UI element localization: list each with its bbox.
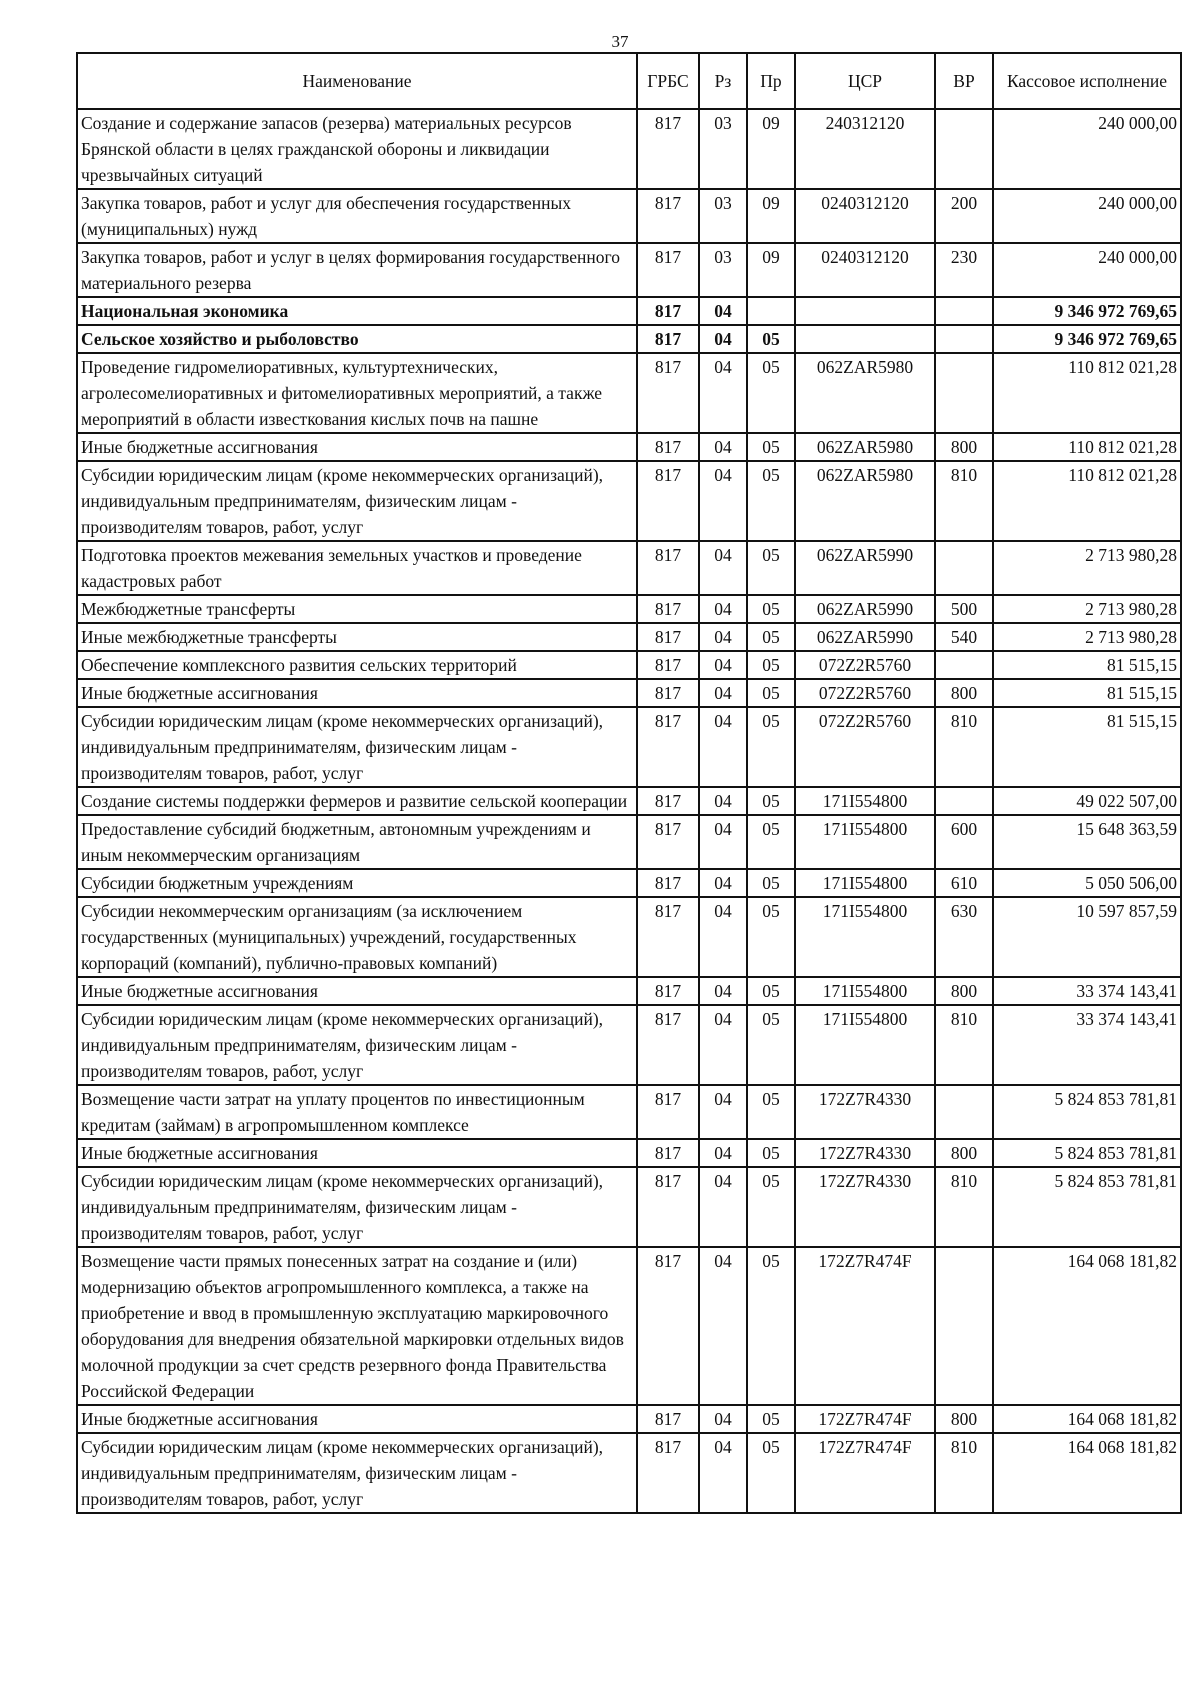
table-row: [77, 353, 1181, 433]
cell-csr: [795, 325, 935, 353]
table-row: [77, 297, 1181, 325]
cell-vr: [935, 109, 993, 189]
cell-csr: 062ZAR5980: [795, 353, 935, 433]
cell-vr: 800: [935, 679, 993, 707]
table-header-row: [77, 53, 1181, 109]
cell-cash-execution: 33 374 143,41: [993, 1005, 1181, 1085]
cell-grbs: 817: [637, 1085, 699, 1139]
cell-cash-execution: 5 050 506,00: [993, 869, 1181, 897]
cell-pr: 05: [747, 977, 795, 1005]
table-row: [77, 1433, 1181, 1513]
cell-rz: 04: [699, 787, 747, 815]
cell-grbs: 817: [637, 461, 699, 541]
cell-name: Субсидии юридическим лицам (кроме некоммерческих организаций), индивидуальным предпринимателям, физическим лицам - производителям товаров, работ, услуг: [77, 461, 637, 541]
table-row: [77, 189, 1181, 243]
header-pr: Пр: [747, 53, 795, 109]
table-row: [77, 595, 1181, 623]
cell-csr: [795, 297, 935, 325]
cell-pr: 05: [747, 651, 795, 679]
cell-grbs: 817: [637, 1405, 699, 1433]
cell-name: Субсидии юридическим лицам (кроме некоммерческих организаций), индивидуальным предпринимателям, физическим лицам - производителям товаров, работ, услуг: [77, 707, 637, 787]
cell-csr: 172Z7R474F: [795, 1405, 935, 1433]
cell-csr: 172Z7R4330: [795, 1139, 935, 1167]
cell-grbs: 817: [637, 977, 699, 1005]
table-row: [77, 869, 1181, 897]
cell-grbs: 817: [637, 297, 699, 325]
cell-pr: 05: [747, 623, 795, 651]
cell-pr: 05: [747, 1167, 795, 1247]
page-number: 37: [611, 32, 629, 51]
cell-grbs: 817: [637, 541, 699, 595]
cell-vr: 610: [935, 869, 993, 897]
cell-grbs: 817: [637, 1139, 699, 1167]
cell-vr: 800: [935, 1405, 993, 1433]
cell-cash-execution: 164 068 181,82: [993, 1247, 1181, 1405]
table-row: [77, 623, 1181, 651]
cell-csr: 171I554800: [795, 977, 935, 1005]
header-name: Наименование: [77, 53, 637, 109]
cell-rz: 04: [699, 623, 747, 651]
cell-pr: 05: [747, 433, 795, 461]
cell-rz: 04: [699, 897, 747, 977]
cell-vr: 230: [935, 243, 993, 297]
table-row: [77, 897, 1181, 977]
cell-grbs: 817: [637, 353, 699, 433]
cell-rz: 04: [699, 869, 747, 897]
cell-pr: 05: [747, 815, 795, 869]
cell-csr: 062ZAR5990: [795, 595, 935, 623]
cell-grbs: 817: [637, 243, 699, 297]
cell-rz: 04: [699, 1405, 747, 1433]
cell-name: Субсидии юридическим лицам (кроме некоммерческих организаций), индивидуальным предпринимателям, физическим лицам - производителям товаров, работ, услуг: [77, 1005, 637, 1085]
cell-rz: 04: [699, 977, 747, 1005]
table-row: [77, 433, 1181, 461]
cell-grbs: 817: [637, 1247, 699, 1405]
header-grbs: ГРБС: [637, 53, 699, 109]
cell-name: Создание и содержание запасов (резерва) материальных ресурсов Брянской области в целях гражданской обороны и ликвидации чрезвычайных ситуаций: [77, 109, 637, 189]
cell-name: Закупка товаров, работ и услуг в целях формирования государственного материального резерва: [77, 243, 637, 297]
cell-rz: 04: [699, 1005, 747, 1085]
cell-cash-execution: 110 812 021,28: [993, 353, 1181, 433]
cell-csr: 171I554800: [795, 869, 935, 897]
table-row: [77, 815, 1181, 869]
cell-grbs: 817: [637, 897, 699, 977]
cell-csr: 172Z7R474F: [795, 1433, 935, 1513]
cell-cash-execution: 240 000,00: [993, 109, 1181, 189]
cell-pr: 05: [747, 1005, 795, 1085]
cell-vr: 810: [935, 461, 993, 541]
cell-vr: 810: [935, 1433, 993, 1513]
cell-pr: 05: [747, 1139, 795, 1167]
cell-vr: [935, 1085, 993, 1139]
cell-rz: 04: [699, 1139, 747, 1167]
cell-name: Иные бюджетные ассигнования: [77, 679, 637, 707]
cell-rz: 04: [699, 1433, 747, 1513]
cell-rz: 04: [699, 297, 747, 325]
cell-cash-execution: 2 713 980,28: [993, 541, 1181, 595]
cell-vr: 810: [935, 1005, 993, 1085]
cell-cash-execution: 164 068 181,82: [993, 1405, 1181, 1433]
cell-rz: 04: [699, 353, 747, 433]
cell-grbs: 817: [637, 1433, 699, 1513]
cell-csr: 171I554800: [795, 1005, 935, 1085]
table-row: [77, 1005, 1181, 1085]
cell-pr: 05: [747, 541, 795, 595]
cell-cash-execution: 110 812 021,28: [993, 433, 1181, 461]
cell-pr: 09: [747, 243, 795, 297]
cell-pr: 05: [747, 707, 795, 787]
cell-pr: 09: [747, 109, 795, 189]
table-row: [77, 461, 1181, 541]
cell-vr: [935, 651, 993, 679]
cell-name: Субсидии бюджетным учреждениям: [77, 869, 637, 897]
cell-pr: 05: [747, 897, 795, 977]
cell-pr: 09: [747, 189, 795, 243]
cell-csr: 0240312120: [795, 189, 935, 243]
cell-cash-execution: 9 346 972 769,65: [993, 297, 1181, 325]
cell-vr: 600: [935, 815, 993, 869]
cell-rz: 04: [699, 1247, 747, 1405]
cell-csr: 240312120: [795, 109, 935, 189]
table-row: [77, 651, 1181, 679]
cell-name: Иные межбюджетные трансферты: [77, 623, 637, 651]
cell-cash-execution: 33 374 143,41: [993, 977, 1181, 1005]
cell-csr: 172Z7R4330: [795, 1167, 935, 1247]
cell-csr: 072Z2R5760: [795, 679, 935, 707]
header-rz: Рз: [699, 53, 747, 109]
cell-rz: 04: [699, 679, 747, 707]
table-row: [77, 1139, 1181, 1167]
cell-grbs: 817: [637, 679, 699, 707]
cell-name: Закупка товаров, работ и услуг для обеспечения государственных (муниципальных) нужд: [77, 189, 637, 243]
cell-pr: 05: [747, 461, 795, 541]
cell-grbs: 817: [637, 787, 699, 815]
cell-cash-execution: 5 824 853 781,81: [993, 1139, 1181, 1167]
cell-cash-execution: 5 824 853 781,81: [993, 1085, 1181, 1139]
cell-cash-execution: 81 515,15: [993, 707, 1181, 787]
cell-cash-execution: 240 000,00: [993, 243, 1181, 297]
cell-vr: 800: [935, 433, 993, 461]
cell-cash-execution: 81 515,15: [993, 651, 1181, 679]
cell-vr: [935, 787, 993, 815]
table-row: [77, 1405, 1181, 1433]
cell-name: Предоставление субсидий бюджетным, автономным учреждениям и иным некоммерческим организациям: [77, 815, 637, 869]
cell-grbs: 817: [637, 1005, 699, 1085]
cell-cash-execution: 110 812 021,28: [993, 461, 1181, 541]
cell-name: Национальная экономика: [77, 297, 637, 325]
cell-grbs: 817: [637, 109, 699, 189]
cell-name: Проведение гидромелиоративных, культуртехнических, агролесомелиоративных и фитомелиоративных мероприятий, а также мероприятий в области известкования кислых почв на пашне: [77, 353, 637, 433]
cell-grbs: 817: [637, 325, 699, 353]
cell-name: Иные бюджетные ассигнования: [77, 1139, 637, 1167]
cell-name: Межбюджетные трансферты: [77, 595, 637, 623]
cell-csr: 171I554800: [795, 787, 935, 815]
cell-rz: 04: [699, 325, 747, 353]
cell-vr: [935, 325, 993, 353]
cell-vr: [935, 353, 993, 433]
cell-vr: 540: [935, 623, 993, 651]
cell-rz: 04: [699, 707, 747, 787]
table-row: [77, 679, 1181, 707]
table-row: [77, 1167, 1181, 1247]
cell-vr: 630: [935, 897, 993, 977]
cell-rz: 03: [699, 109, 747, 189]
cell-rz: 04: [699, 815, 747, 869]
cell-vr: [935, 297, 993, 325]
cell-csr: 072Z2R5760: [795, 651, 935, 679]
cell-rz: 04: [699, 1167, 747, 1247]
cell-name: Иные бюджетные ассигнования: [77, 433, 637, 461]
cell-vr: 810: [935, 707, 993, 787]
cell-cash-execution: 164 068 181,82: [993, 1433, 1181, 1513]
cell-cash-execution: 15 648 363,59: [993, 815, 1181, 869]
cell-name: Субсидии некоммерческим организациям (за исключением государственных (муниципальных) учреждений, государственных корпораций (компаний), публично-правовых компаний): [77, 897, 637, 977]
cell-pr: 05: [747, 1085, 795, 1139]
cell-name: Иные бюджетные ассигнования: [77, 1405, 637, 1433]
cell-name: Субсидии юридическим лицам (кроме некоммерческих организаций), индивидуальным предпринимателям, физическим лицам - производителям товаров, работ, услуг: [77, 1433, 637, 1513]
cell-csr: 171I554800: [795, 815, 935, 869]
cell-csr: 062ZAR5990: [795, 623, 935, 651]
table-row: [77, 109, 1181, 189]
cell-grbs: 817: [637, 623, 699, 651]
cell-grbs: 817: [637, 707, 699, 787]
cell-rz: 03: [699, 243, 747, 297]
cell-pr: 05: [747, 353, 795, 433]
cell-vr: [935, 1247, 993, 1405]
cell-pr: 05: [747, 869, 795, 897]
cell-name: Подготовка проектов межевания земельных участков и проведение кадастровых работ: [77, 541, 637, 595]
cell-name: Обеспечение комплексного развития сельских территорий: [77, 651, 637, 679]
cell-name: Сельское хозяйство и рыболовство: [77, 325, 637, 353]
header-cash-execution: Кассовое исполнение: [993, 53, 1181, 109]
cell-grbs: 817: [637, 815, 699, 869]
cell-vr: [935, 541, 993, 595]
table-row: [77, 707, 1181, 787]
table-row: [77, 325, 1181, 353]
cell-cash-execution: 240 000,00: [993, 189, 1181, 243]
table-row: [77, 977, 1181, 1005]
cell-rz: 04: [699, 595, 747, 623]
cell-pr: 05: [747, 787, 795, 815]
cell-rz: 04: [699, 461, 747, 541]
cell-cash-execution: 9 346 972 769,65: [993, 325, 1181, 353]
table-row: [77, 787, 1181, 815]
cell-vr: 800: [935, 977, 993, 1005]
cell-pr: 05: [747, 595, 795, 623]
cell-grbs: 817: [637, 433, 699, 461]
cell-name: Возмещение части прямых понесенных затрат на создание и (или) модернизацию объектов агропромышленного комплекса, а также на приобретение и ввод в промышленную эксплуатацию маркировочного оборудования для внедрения обязательной маркировки отдельных видов молочной продукции за счет средств резервного фонда Правительства Российской Федерации: [77, 1247, 637, 1405]
table-row: [77, 243, 1181, 297]
cell-csr: 0240312120: [795, 243, 935, 297]
cell-grbs: 817: [637, 651, 699, 679]
cell-name: Субсидии юридическим лицам (кроме некоммерческих организаций), индивидуальным предпринимателям, физическим лицам - производителям товаров, работ, услуг: [77, 1167, 637, 1247]
cell-rz: 04: [699, 651, 747, 679]
cell-rz: 04: [699, 1085, 747, 1139]
cell-vr: 200: [935, 189, 993, 243]
cell-name: Возмещение части затрат на уплату процентов по инвестиционным кредитам (займам) в агропромышленном комплексе: [77, 1085, 637, 1139]
cell-csr: 072Z2R5760: [795, 707, 935, 787]
table-row: [77, 1085, 1181, 1139]
cell-name: Создание системы поддержки фермеров и развитие сельской кооперации: [77, 787, 637, 815]
cell-pr: 05: [747, 679, 795, 707]
cell-grbs: 817: [637, 189, 699, 243]
cell-grbs: 817: [637, 595, 699, 623]
cell-pr: [747, 297, 795, 325]
table-body: [77, 109, 1181, 1513]
cell-pr: 05: [747, 1433, 795, 1513]
cell-pr: 05: [747, 1247, 795, 1405]
cell-cash-execution: 10 597 857,59: [993, 897, 1181, 977]
cell-name: Иные бюджетные ассигнования: [77, 977, 637, 1005]
cell-csr: 062ZAR5980: [795, 433, 935, 461]
cell-rz: 04: [699, 433, 747, 461]
cell-cash-execution: 5 824 853 781,81: [993, 1167, 1181, 1247]
cell-vr: 800: [935, 1139, 993, 1167]
cell-csr: 062ZAR5980: [795, 461, 935, 541]
cell-cash-execution: 81 515,15: [993, 679, 1181, 707]
cell-cash-execution: 2 713 980,28: [993, 623, 1181, 651]
table-row: [77, 1247, 1181, 1405]
budget-execution-table: [76, 52, 1182, 1514]
cell-cash-execution: 2 713 980,28: [993, 595, 1181, 623]
header-vr: ВР: [935, 53, 993, 109]
cell-cash-execution: 49 022 507,00: [993, 787, 1181, 815]
cell-pr: 05: [747, 325, 795, 353]
cell-csr: 172Z7R474F: [795, 1247, 935, 1405]
cell-csr: 172Z7R4330: [795, 1085, 935, 1139]
table-row: [77, 541, 1181, 595]
cell-vr: 810: [935, 1167, 993, 1247]
cell-rz: 03: [699, 189, 747, 243]
cell-grbs: 817: [637, 1167, 699, 1247]
cell-vr: 500: [935, 595, 993, 623]
header-csr: ЦСР: [795, 53, 935, 109]
cell-rz: 04: [699, 541, 747, 595]
cell-grbs: 817: [637, 869, 699, 897]
cell-csr: 171I554800: [795, 897, 935, 977]
cell-pr: 05: [747, 1405, 795, 1433]
cell-csr: 062ZAR5990: [795, 541, 935, 595]
